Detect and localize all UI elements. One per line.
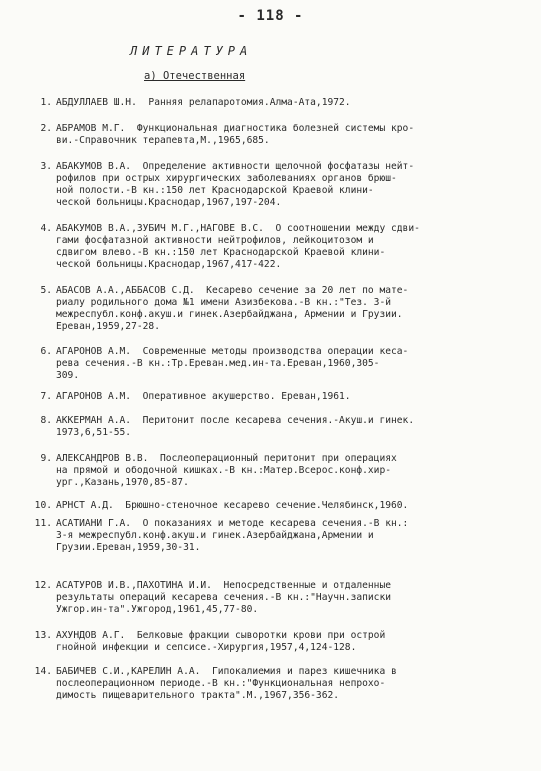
reference-text bbox=[56, 123, 414, 147]
reference-text bbox=[56, 391, 351, 403]
reference-entry bbox=[0, 285, 541, 333]
reference-number: 10. bbox=[34, 500, 52, 511]
reference-text bbox=[56, 500, 408, 512]
reference-line: на прямой и ободочной кишках.-В кн.:Матер.Всерос.конф.хир- bbox=[56, 465, 392, 476]
reference-entry bbox=[0, 630, 541, 654]
reference-entry bbox=[0, 223, 541, 271]
reference-line: ви.-Справочник терапевта,М.,1965,685. bbox=[56, 135, 270, 146]
reference-number: 8. bbox=[40, 415, 52, 426]
reference-line: гнойной инфекции и сепсисе.-Хирургия,1957,4,124-128. bbox=[56, 642, 357, 653]
reference-number: 2. bbox=[40, 123, 52, 134]
reference-entry bbox=[0, 161, 541, 209]
reference-line: АККЕРМАН А.А. Перитонит после кесарева сечения.-Акуш.и гинек. bbox=[56, 415, 415, 426]
reference-line: риалу родильного дома №1 имени Азизбекова.-В кн.:"Тез. 3-й bbox=[56, 297, 392, 308]
reference-line: АБАКУМОВ В.А. Определение активности щелочной фосфатазы нейт- bbox=[56, 161, 415, 172]
subsection-heading: а) Отечественная bbox=[144, 70, 246, 82]
reference-line: БАБИЧЕВ С.И.,КАРЕЛИН А.А. Гипокалиемия и парез кишечника в bbox=[56, 666, 397, 677]
reference-entry bbox=[0, 123, 541, 147]
reference-line: гами фосфатазной активности нейтрофилов, лейкоцитозом и bbox=[56, 235, 374, 246]
reference-entry bbox=[0, 518, 541, 554]
reference-line: Ужгор.ин-та".Ужгород,1961,45,77-80. bbox=[56, 604, 259, 615]
reference-line: АСАТУРОВ И.В.,ПАХОТИНА И.И. Непосредственные и отдаленные bbox=[56, 580, 392, 591]
reference-line: АБАКУМОВ В.А.,ЗУБИЧ М.Г.,НАГОВЕ В.С. О соотношении между сдви- bbox=[56, 223, 420, 234]
reference-text bbox=[56, 346, 408, 382]
reference-line: димость пищеварительного тракта".М.,1967,356-362. bbox=[56, 690, 340, 701]
reference-number: 3. bbox=[40, 161, 52, 172]
reference-line: АГАРОНОВ А.М. Современные методы производства операции кеса- bbox=[56, 346, 409, 357]
reference-text bbox=[56, 580, 391, 616]
reference-line: Ереван,1959,27-28. bbox=[56, 321, 160, 332]
reference-line: ург.,Казань,1970,85-87. bbox=[56, 477, 189, 488]
reference-entry bbox=[0, 97, 541, 109]
reference-number: 7. bbox=[40, 391, 52, 402]
reference-text bbox=[56, 518, 408, 554]
reference-number: 11. bbox=[34, 518, 52, 529]
reference-line: ной полости.-В кн.:150 лет Краснодарской Краевой клини- bbox=[56, 185, 374, 196]
reference-line: ческой больницы.Краснодар,1967,417-422. bbox=[56, 259, 282, 270]
reference-line: АБРАМОВ М.Г. Функциональная диагностика болезней системы кро- bbox=[56, 123, 415, 134]
reference-line: результаты операций кесарева сечения.-В кн.:"Научн.записки bbox=[56, 592, 392, 603]
page-number: - 118 - bbox=[237, 8, 304, 24]
reference-entry bbox=[0, 346, 541, 382]
reference-number: 5. bbox=[40, 285, 52, 296]
reference-text bbox=[56, 415, 414, 439]
reference-text bbox=[56, 285, 408, 333]
reference-line: АБАСОВ А.А.,АББАСОВ С.Д. Кесарево сечение за 20 лет по мате- bbox=[56, 285, 409, 296]
reference-line: АБДУЛЛАЕВ Ш.Н. Ранняя релапаротомия.Алма-Ата,1972. bbox=[56, 97, 351, 108]
reference-text bbox=[56, 223, 420, 271]
reference-number: 6. bbox=[40, 346, 52, 357]
reference-number: 14. bbox=[34, 666, 52, 677]
reference-entry bbox=[0, 500, 541, 512]
reference-entry bbox=[0, 453, 541, 489]
reference-text bbox=[56, 97, 351, 109]
reference-line: АРНСТ А.Д. Брюшно-стеночное кесарево сечение.Челябинск,1960. bbox=[56, 500, 409, 511]
reference-line: послеоперационном периоде.-В кн.:"Функциональная непрохо- bbox=[56, 678, 386, 689]
reference-line: рофилов при острых хирургических заболеваниях органов брюш- bbox=[56, 173, 397, 184]
reference-entry bbox=[0, 580, 541, 616]
reference-text bbox=[56, 630, 385, 654]
reference-line: межреспубл.конф.акуш.и гинек.Азербайджана, Армении и Грузии. bbox=[56, 309, 403, 320]
reference-line: АСАТИАНИ Г.А. О показаниях и методе кесарева сечения.-В кн.: bbox=[56, 518, 409, 529]
reference-number: 13. bbox=[34, 630, 52, 641]
reference-line: сдвигом влево.-В кн.:150 лет Краснодарской Краевой клини- bbox=[56, 247, 386, 258]
reference-line: АХУНДОВ А.Г. Белковые фракции сыворотки крови при острой bbox=[56, 630, 386, 641]
reference-line: 3-я межреспубл.конф.акуш.и гинек.Азербайджана,Армении и bbox=[56, 530, 374, 541]
reference-entry bbox=[0, 391, 541, 403]
reference-line: рева сечения.-В кн.:Тр.Ереван.мед.ин-та.Ереван,1960,305- bbox=[56, 358, 380, 369]
reference-text bbox=[56, 453, 397, 489]
reference-number: 12. bbox=[34, 580, 52, 591]
reference-line: 309. bbox=[56, 370, 80, 381]
reference-entry bbox=[0, 666, 541, 702]
reference-number: 1. bbox=[40, 97, 52, 108]
reference-line: АГАРОНОВ А.М. Оперативное акушерство. Ереван,1961. bbox=[56, 391, 351, 402]
reference-number: 9. bbox=[40, 453, 52, 464]
reference-line: ческой больницы.Краснодар,1967,197-204. bbox=[56, 197, 282, 208]
reference-line: 1973,6,51-55. bbox=[56, 427, 132, 438]
reference-number: 4. bbox=[40, 223, 52, 234]
reference-entry bbox=[0, 415, 541, 439]
reference-line: АЛЕКСАНДРОВ В.В. Послеоперационный перитонит при операциях bbox=[56, 453, 397, 464]
section-heading: ЛИТЕРАТУРА bbox=[130, 44, 253, 58]
reference-text bbox=[56, 161, 414, 209]
reference-text bbox=[56, 666, 397, 702]
reference-line: Грузии.Ереван,1959,30-31. bbox=[56, 542, 201, 553]
